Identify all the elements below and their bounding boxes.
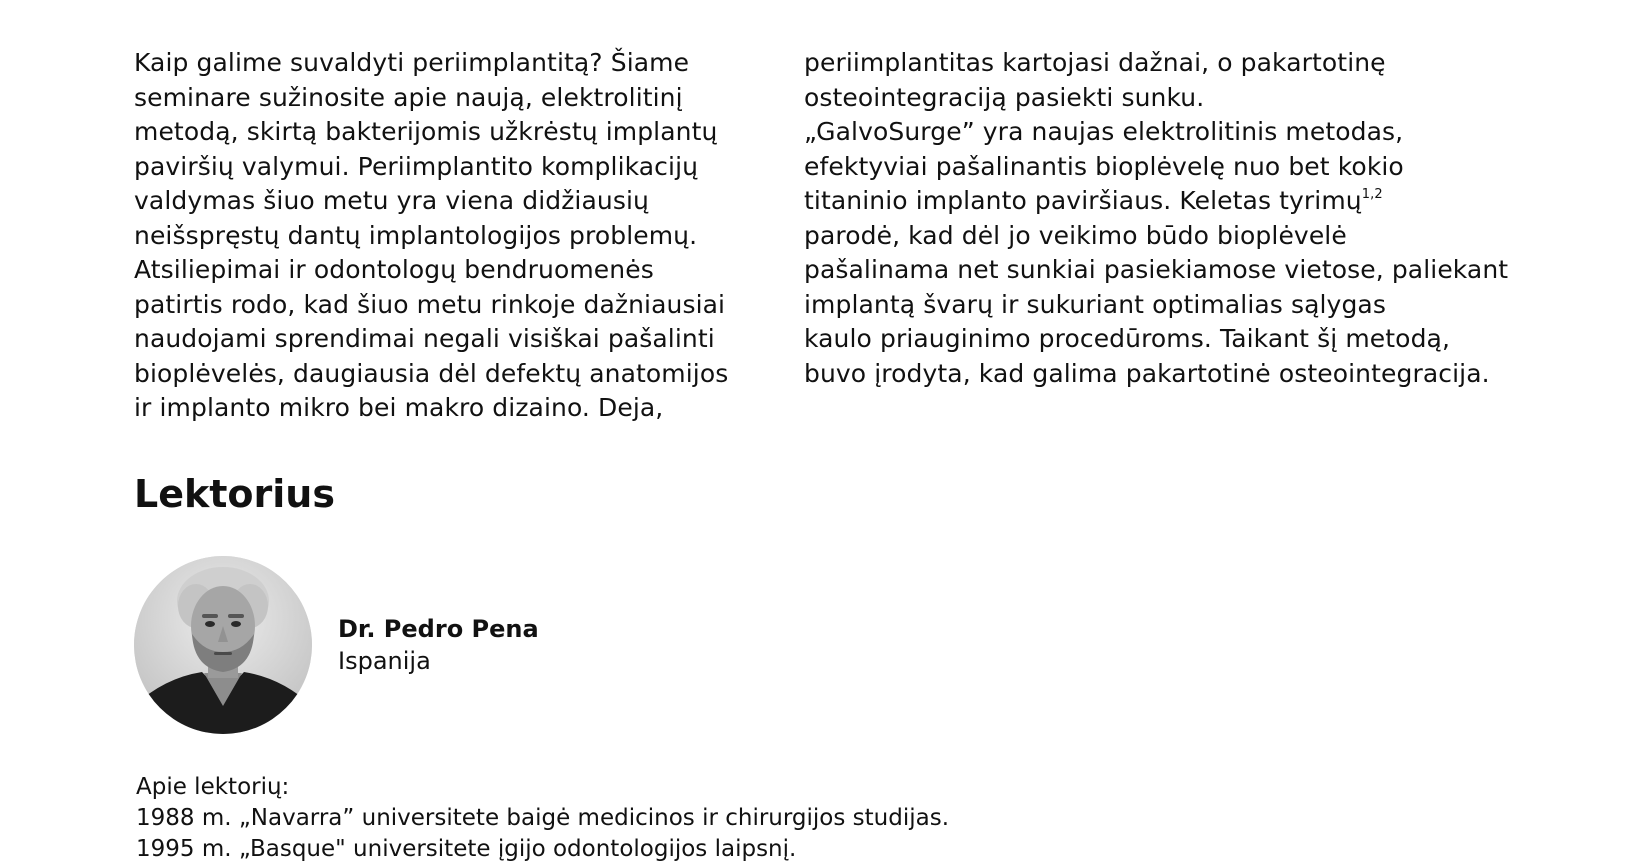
intro-line: periimplantitas kartojasi dažnai, o pakartotinę bbox=[804, 48, 1386, 77]
intro-left-column bbox=[134, 46, 774, 426]
intro-line: „GalvoSurge” yra naujas elektrolitinis metodas, bbox=[804, 117, 1404, 146]
intro-line: seminare sužinosite apie naują, elektrolitinį bbox=[134, 82, 683, 112]
intro-line: valdymas šiuo metu yra viena didžiausių bbox=[134, 186, 649, 215]
intro-line: Kaip galime suvaldyti periimplantitą? Šiame bbox=[134, 48, 690, 77]
about-lecturer bbox=[136, 772, 949, 865]
lecturer-card bbox=[134, 556, 734, 736]
intro-line-text: titaninio implanto paviršiaus. Keletas tyrimų bbox=[804, 186, 1362, 215]
intro-line: patirtis rodo, kad šiuo metu rinkoje dažniausiai bbox=[134, 289, 726, 319]
intro-line: Atsiliepimai ir odontologų bendruomenės bbox=[134, 255, 654, 284]
lecturer-name: Dr. Pedro Pena bbox=[338, 615, 539, 643]
intro-line: buvo įrodyta, kad galima pakartotinė osteointegracija. bbox=[804, 358, 1490, 388]
intro-line: ir implanto mikro bei makro dizaino. Deja, bbox=[134, 393, 664, 422]
intro-line: kaulo priauginimo procedūroms. Taikant šį metodą, bbox=[804, 324, 1451, 353]
intro-line: metodą, skirtą bakterijomis užkrėstų implantų bbox=[134, 117, 718, 146]
intro-line: implantą švarų ir sukuriant optimalias sąlygas bbox=[804, 289, 1386, 319]
about-item: 1995 m. „Basque" universitete įgijo odontologijos laipsnį. bbox=[136, 836, 797, 862]
reference-superscript: 1,2 bbox=[1361, 186, 1383, 202]
intro-line: neišspręstų dantų implantologijos problemų. bbox=[134, 220, 698, 250]
intro-line: parodė, kad dėl jo veikimo būdo bioplėvelė bbox=[804, 220, 1347, 250]
avatar bbox=[134, 556, 312, 734]
about-item: 1988 m. „Navarra” universitete baigė medicinos ir chirurgijos studijas. bbox=[136, 805, 950, 831]
intro-line-with-reference bbox=[804, 184, 1564, 219]
intro-line: osteointegraciją pasiekti sunku. bbox=[804, 82, 1205, 112]
lecturer-photo bbox=[134, 556, 312, 734]
intro-line: efektyviai pašalinantis bioplėvelę nuo bet kokio bbox=[804, 151, 1404, 181]
intro-line: bioplėvelės, daugiausia dėl defektų anatomijos bbox=[134, 358, 729, 388]
about-heading: Apie lektorių: bbox=[136, 774, 290, 800]
intro-line: pašalinama net sunkiai pasiekiamose vietose, paliekant bbox=[804, 255, 1509, 284]
lecturer-country: Ispanija bbox=[338, 647, 431, 675]
intro-line: paviršių valymui. Periimplantito komplikacijų bbox=[134, 151, 699, 181]
section-title: Lektorius bbox=[134, 472, 335, 516]
intro-line: naudojami sprendimai negali visiškai pašalinti bbox=[134, 324, 715, 353]
intro-right-column bbox=[804, 46, 1564, 391]
